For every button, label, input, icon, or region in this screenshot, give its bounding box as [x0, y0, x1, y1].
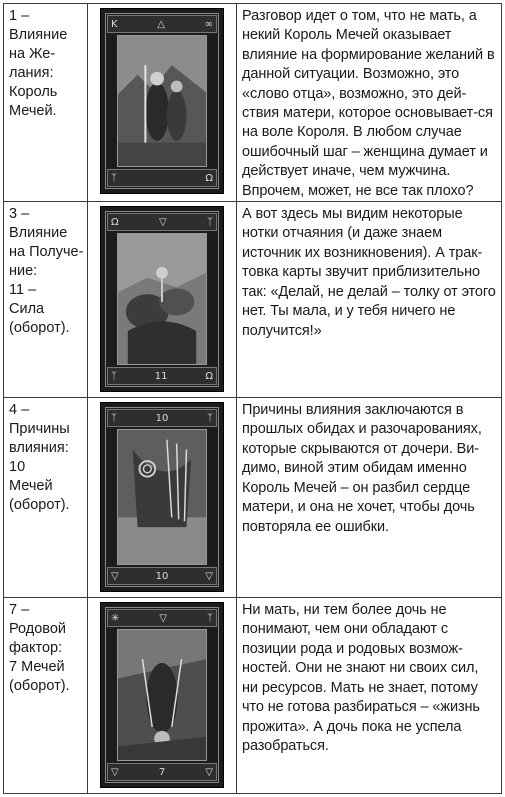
- card-bottom-bar: [107, 763, 217, 781]
- card-number: 11: [154, 370, 168, 382]
- tarot-card-ten-of-swords-reversed: [100, 402, 224, 592]
- position-line: 1 –: [9, 8, 30, 24]
- position-line: Мечей.: [9, 103, 57, 119]
- card-image-cell: [88, 4, 237, 202]
- position-line: 10: [9, 459, 26, 476]
- position-line: (оборот).: [9, 678, 70, 695]
- card-glyph: ᛉ: [207, 612, 213, 624]
- table-row: [4, 398, 502, 598]
- tarot-card-strength-reversed: [100, 206, 224, 392]
- position-line: лания:: [9, 65, 54, 81]
- position-line: 7 Мечей: [9, 659, 65, 676]
- position-line: 4 –: [9, 402, 30, 419]
- card-top-bar: [107, 609, 217, 627]
- position-line: 3 –: [9, 206, 30, 223]
- card-number: 10: [155, 412, 169, 424]
- interpretation-cell: [237, 598, 502, 794]
- card-top-bar: [107, 213, 217, 231]
- position-line: на Же-: [9, 46, 56, 62]
- interpretation-cell: [237, 4, 502, 202]
- card-glyph: Ω: [205, 370, 213, 382]
- card-bottom-bar: [107, 169, 217, 187]
- tarot-card-seven-of-swords-reversed: [100, 602, 224, 788]
- position-line: (оборот).: [9, 320, 70, 337]
- card-glyph: ✳: [111, 612, 120, 624]
- interpretation-cell: [237, 398, 502, 598]
- position-line: 7 –: [9, 602, 30, 619]
- table-row: [4, 4, 502, 202]
- interpretation-text: А вот здесь мы видим некоторые нотки отчаяния (и даже знаем источник их возникновения). А трак-товка карты звучит приблизительно так: «Делай, не делай – толку от этого нет. Ты мала, и у тебя ничего не получится!»: [242, 206, 496, 339]
- card-illustration: [117, 35, 207, 167]
- position-cell: [4, 202, 88, 398]
- interpretation-text: Разговор идет о том, что не мать, а некий Король Мечей оказывает влияние на формирование желаний в данной ситуации. Возможно, это «слово отца», возможно, это дей-ствия матери, которое основывает-ся на воле Короля. В любом случае ошибочный шаг – женщина думает и действует иначе, чем мужчина. Впрочем, может, не все так плохо?: [242, 8, 495, 199]
- card-number: 10: [155, 570, 169, 582]
- position-line: Король: [9, 84, 58, 100]
- card-top-bar: [107, 409, 217, 427]
- card-image-cell: [88, 398, 237, 598]
- tarot-card-king-of-swords: [100, 8, 224, 194]
- card-glyph: ▽: [205, 570, 213, 582]
- card-bottom-bar: [107, 367, 217, 385]
- position-line: Влияние: [9, 27, 68, 43]
- card-glyph: ∞: [204, 18, 213, 30]
- card-glyph: ᛉ: [206, 216, 213, 228]
- card-glyph: ▽: [159, 612, 168, 624]
- position-line: Сила: [9, 301, 45, 318]
- card-glyph: K: [111, 18, 118, 30]
- position-line: Влияние: [9, 225, 68, 242]
- position-cell: [4, 598, 88, 794]
- card-glyph: ᛉ: [111, 172, 117, 184]
- card-image-cell: [88, 598, 237, 794]
- card-illustration: [117, 233, 207, 365]
- card-glyph: ▽: [111, 766, 119, 778]
- tarot-spread-table: [3, 3, 502, 794]
- table-row: [4, 598, 502, 794]
- interpretation-cell: [237, 202, 502, 398]
- position-line: влияния:: [9, 440, 69, 457]
- card-glyph: Ω: [205, 172, 213, 184]
- position-line: на Получе-: [9, 244, 84, 261]
- card-image-cell: [88, 202, 237, 398]
- position-line: Родовой: [9, 621, 67, 638]
- card-illustration: [117, 629, 207, 761]
- card-glyph: ᛉ: [111, 412, 117, 424]
- table-row: [4, 202, 502, 398]
- card-number: 7: [158, 766, 166, 778]
- card-bottom-bar: [107, 567, 217, 585]
- interpretation-text: Ни мать, ни тем более дочь не понимают, чем они обладают с позиции рода и родовых возмож-ностей. Они не знают ни своих сил, ни ресурсов. Мать не знает, потому что не готова разбираться – «жизнь прожита». А дочь пока не успела разобраться.: [242, 602, 480, 754]
- position-line: ние:: [9, 263, 38, 280]
- position-cell: [4, 398, 88, 598]
- position-line: фактор:: [9, 640, 63, 657]
- card-glyph: ᛉ: [111, 370, 117, 382]
- card-illustration: [117, 429, 207, 565]
- card-glyph: ▽: [158, 216, 167, 228]
- interpretation-text: Причины влияния заключаются в прошлых обидах и разочарованиях, которые скрываются от дочери. Ви-димо, виной этим обидам именно Король Мечей – он разбил сердце матери, и она не хочет, чтобы дочь повторяла ее ошибки.: [242, 402, 482, 535]
- card-glyph: ▽: [205, 766, 213, 778]
- position-line: Причины: [9, 421, 70, 438]
- card-top-bar: [107, 15, 217, 33]
- card-glyph: ᛉ: [206, 412, 213, 424]
- position-cell: [4, 4, 88, 202]
- card-glyph: Ω: [111, 216, 119, 228]
- card-glyph: △: [157, 18, 165, 30]
- card-glyph: ▽: [111, 570, 119, 582]
- position-line: (оборот).: [9, 497, 70, 514]
- position-line: 11 –: [9, 282, 37, 299]
- position-line: Мечей: [9, 478, 53, 495]
